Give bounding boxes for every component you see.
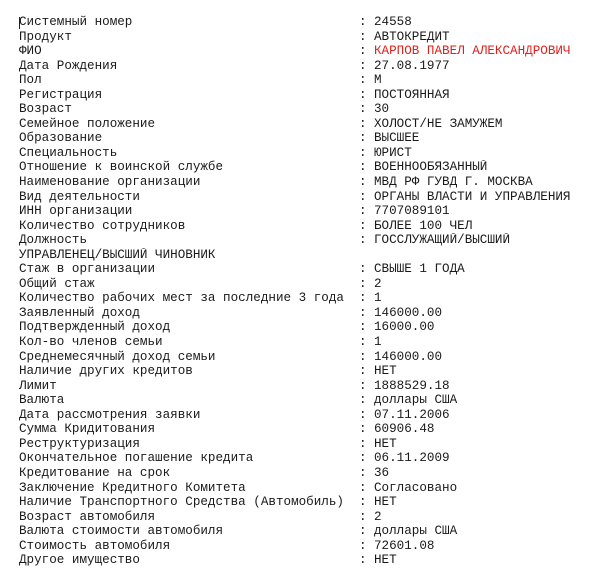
- field-label: Кол-во членов семьи: [19, 335, 163, 350]
- field-value: ВОЕННООБЯЗАННЫЙ: [374, 160, 488, 175]
- field-value: доллары США: [374, 393, 458, 408]
- field-separator: :: [359, 44, 367, 59]
- field-separator: :: [359, 204, 367, 219]
- field-separator: :: [359, 116, 367, 131]
- field-label: Количество сотрудников: [19, 218, 186, 233]
- field-value: НЕТ: [374, 364, 397, 379]
- field-separator: :: [359, 160, 367, 175]
- field-value-highlighted: КАРПОВ ПАВЕЛ АЛЕКСАНДРОВИЧ: [374, 44, 571, 59]
- field-label: Окончательное погашение кредита: [19, 451, 254, 466]
- field-family-income: [19, 350, 589, 365]
- field-label: Стаж в организации: [19, 262, 156, 277]
- field-credit-amount: [19, 422, 589, 437]
- field-label: Количество рабочих мест за последние 3 года: [19, 291, 344, 306]
- field-separator: :: [359, 291, 367, 306]
- field-value: 07.11.2006: [374, 407, 450, 422]
- field-label: Заключение Кредитного Комитета: [19, 480, 246, 495]
- field-label: Пол: [19, 73, 42, 88]
- field-separator: :: [359, 73, 367, 88]
- field-label: Наличие Транспортного Средства (Автомобиль): [19, 495, 344, 510]
- field-separator: :: [359, 524, 367, 539]
- field-label: Продукт: [19, 29, 72, 44]
- field-marital-status: [19, 117, 589, 132]
- field-label: Стоимость автомобиля: [19, 538, 171, 553]
- field-age: [19, 102, 589, 117]
- field-label: Должность: [19, 233, 88, 248]
- field-label: Кредитование на срок: [19, 465, 171, 480]
- field-label: Другое имущество: [19, 553, 140, 568]
- field-label: ФИО: [19, 44, 42, 59]
- field-value: СВЫШЕ 1 ГОДА: [374, 262, 465, 277]
- field-value: АВТОКРЕДИТ: [374, 29, 450, 44]
- field-separator: :: [359, 553, 367, 568]
- field-value: 7707089101: [374, 204, 450, 219]
- field-value: 36: [374, 465, 390, 480]
- field-vehicle-age: [19, 510, 589, 525]
- field-separator: :: [359, 262, 367, 277]
- field-label: Дата Рождения: [19, 58, 118, 73]
- field-family-members: [19, 335, 589, 350]
- field-job-count: [19, 291, 589, 306]
- field-position: [19, 233, 589, 248]
- field-label: Наименование организации: [19, 175, 201, 190]
- field-review-date: [19, 408, 589, 423]
- field-separator: :: [359, 87, 367, 102]
- field-value: 16000.00: [374, 320, 435, 335]
- field-label: Специальность: [19, 145, 118, 160]
- field-education: [19, 131, 589, 146]
- field-credit-term: [19, 466, 589, 481]
- field-system-number: [19, 15, 589, 30]
- field-value: НЕТ: [374, 436, 397, 451]
- field-full-name: [19, 44, 589, 59]
- field-label: Регистрация: [19, 87, 103, 102]
- field-value: 24558: [374, 15, 412, 29]
- field-separator: :: [359, 422, 367, 437]
- field-value: ОРГАНЫ ВЛАСТИ И УПРАВЛЕНИЯ: [374, 189, 571, 204]
- field-other-loans: [19, 364, 589, 379]
- field-birth-date: [19, 59, 589, 74]
- field-label: Семейное положение: [19, 116, 156, 131]
- field-label: УПРАВЛЕНЕЦ/ВЫСШИЙ ЧИНОВНИК: [19, 247, 216, 262]
- field-label: Подтвержденный доход: [19, 320, 171, 335]
- field-label: Реструктуризация: [19, 436, 140, 451]
- field-separator: :: [359, 378, 367, 393]
- field-value: НЕТ: [374, 553, 397, 568]
- field-separator: :: [359, 58, 367, 73]
- field-label: Отношение к воинской службе: [19, 160, 224, 175]
- field-committee-decision: [19, 481, 589, 496]
- field-value: М: [374, 73, 382, 88]
- field-separator-empty: [359, 248, 374, 263]
- field-separator: :: [359, 29, 367, 44]
- field-label: Образование: [19, 131, 103, 146]
- field-separator: :: [359, 407, 367, 422]
- credit-application-record: [19, 15, 589, 568]
- field-separator: :: [359, 538, 367, 553]
- field-separator: :: [359, 335, 367, 350]
- field-position-continuation: [19, 248, 589, 263]
- field-separator: :: [359, 364, 367, 379]
- field-activity-type: [19, 190, 589, 205]
- field-other-property: [19, 553, 589, 568]
- field-value: ГОССЛУЖАЩИЙ/ВЫСШИЙ: [374, 233, 511, 248]
- field-vehicle-price: [19, 539, 589, 554]
- field-label: ИНН организации: [19, 204, 133, 219]
- field-label: Дата рассмотрения заявки: [19, 407, 201, 422]
- field-value: БОЛЕЕ 100 ЧЕЛ: [374, 218, 473, 233]
- field-currency: [19, 393, 589, 408]
- field-specialty: [19, 146, 589, 161]
- field-label: Возраст: [19, 102, 72, 117]
- field-value: 2: [374, 276, 382, 291]
- field-label: Лимит: [19, 378, 57, 393]
- field-tenure-organization: [19, 262, 589, 277]
- field-value: ХОЛОСТ/НЕ ЗАМУЖЕМ: [374, 116, 503, 131]
- field-organization-inn: [19, 204, 589, 219]
- field-restructuring: [19, 437, 589, 452]
- field-vehicle-ownership: [19, 495, 589, 510]
- field-limit: [19, 379, 589, 394]
- field-separator: :: [359, 131, 367, 146]
- field-separator: :: [359, 320, 367, 335]
- field-sex: [19, 73, 589, 88]
- field-separator: :: [359, 15, 367, 29]
- field-label: Заявленный доход: [19, 305, 140, 320]
- field-value: 72601.08: [374, 538, 435, 553]
- field-label: Сумма Кридитования: [19, 422, 156, 437]
- field-value: 1: [374, 335, 382, 350]
- field-final-repayment: [19, 451, 589, 466]
- field-value: 60906.48: [374, 422, 435, 437]
- field-value: 2: [374, 509, 382, 524]
- field-value: доллары США: [374, 524, 458, 539]
- field-label: Валюта стоимости автомобиля: [19, 524, 224, 539]
- field-value: ЮРИСТ: [374, 145, 412, 160]
- field-label: Вид деятельности: [19, 189, 140, 204]
- field-value: ПОСТОЯННАЯ: [374, 87, 450, 102]
- field-value: 146000.00: [374, 305, 443, 320]
- field-separator: :: [359, 276, 367, 291]
- field-value: 27.08.1977: [374, 58, 450, 73]
- field-value: ВЫСШЕЕ: [374, 131, 420, 146]
- field-separator: :: [359, 218, 367, 233]
- field-vehicle-price-currency: [19, 524, 589, 539]
- field-separator: :: [359, 393, 367, 408]
- field-value: 30: [374, 102, 390, 117]
- field-label: Наличие других кредитов: [19, 364, 193, 379]
- field-label: Валюта: [19, 393, 65, 408]
- field-value: НЕТ: [374, 495, 397, 510]
- field-value: 06.11.2009: [374, 451, 450, 466]
- field-separator: :: [359, 495, 367, 510]
- field-separator: :: [359, 509, 367, 524]
- field-separator: :: [359, 233, 367, 248]
- field-value: МВД РФ ГУВД Г. МОСКВА: [374, 175, 533, 190]
- field-value: [374, 248, 589, 263]
- field-employee-count: [19, 219, 589, 234]
- field-separator: :: [359, 145, 367, 160]
- field-label: Среднемесячный доход семьи: [19, 349, 216, 364]
- field-label: Возраст автомобиля: [19, 509, 156, 524]
- field-declared-income: [19, 306, 589, 321]
- field-total-tenure: [19, 277, 589, 292]
- field-value: 1: [374, 291, 382, 306]
- field-separator: :: [359, 189, 367, 204]
- field-label: Системный номер: [19, 15, 133, 29]
- field-separator: :: [359, 102, 367, 117]
- field-separator: :: [359, 480, 367, 495]
- field-value: Согласовано: [374, 480, 458, 495]
- field-separator: :: [359, 175, 367, 190]
- field-label: Общий стаж: [19, 276, 95, 291]
- field-value: 1888529.18: [374, 378, 450, 393]
- field-separator: :: [359, 451, 367, 466]
- field-military-status: [19, 160, 589, 175]
- field-separator: :: [359, 436, 367, 451]
- field-separator: :: [359, 305, 367, 320]
- field-registration: [19, 88, 589, 103]
- field-product: [19, 30, 589, 45]
- field-confirmed-income: [19, 320, 589, 335]
- field-organization-name: [19, 175, 589, 190]
- field-value: 146000.00: [374, 349, 443, 364]
- field-separator: :: [359, 349, 367, 364]
- field-separator: :: [359, 465, 367, 480]
